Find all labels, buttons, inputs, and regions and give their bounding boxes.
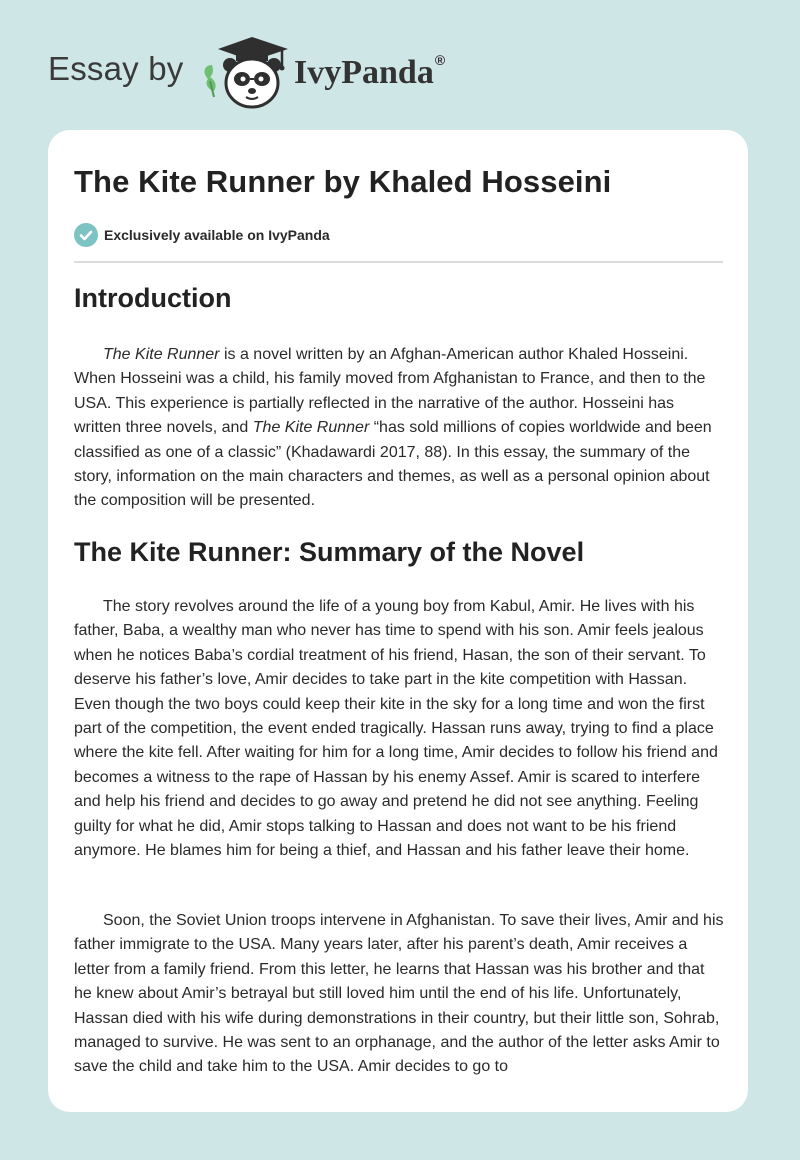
registered-mark: ® — [434, 52, 446, 68]
paragraph-summary-1: The story revolves around the life of a young boy from Kabul, Amir. He lives with his father, Baba, a wealthy man who never has time to spend with his son. Amir feels jealous when he notices Baba’s cordial treatment of his friend, Hasan, the son of their servant. To deserve his father’s love, Amir decides to take part in the kite competition with Hassan. Even though the two boys could keep their kite in the sky for a long time and won the first part of the competition, the event ended tragically. Hassan runs away, trying to find a place where the kite fell. After waiting for him for a long time, Amir decides to follow his friend and becomes a witness to the rape of Hassan by his enemy Assef. Amir is scared to interfere and help his friend and decides to go away and pretend he did not see anything. Feeling guilty for what he did, Amir stops talking to Hassan and does not want to be his friend anymore. He blames him for being a thief, and Hassan and his father leave their home. — [74, 598, 718, 860]
paragraph-introduction: The Kite Runner is a novel written by an Afghan-American author Khaled Hosseini. When Hosseini was a child, his family moved from Afghanistan to France, and then to the USA. This experience is partially reflected in the narrative of the author. Hosseini has written three novels, and The Kite Runner “has sold millions of copies worldwide and been classified as one of a classic” (Khadawardi 2017, 88). In this essay, the summary of the story, information on the main characters and themes, as well as a personal opinion about the composition will be presented. — [74, 346, 712, 510]
ivy-leaf-icon — [205, 65, 216, 97]
section-heading-introduction: Introduction — [74, 283, 232, 313]
page-title: The Kite Runner by Khaled Hosseini — [74, 164, 612, 199]
exclusive-badge — [74, 222, 330, 248]
exclusive-badge-text: Exclusively available on IvyPanda — [104, 227, 330, 243]
site-header — [0, 0, 800, 130]
check-circle-icon — [74, 223, 98, 247]
ivypanda-logo-icon[interactable] — [200, 35, 296, 111]
essay-by-label: Essay by — [48, 50, 184, 87]
brand-name[interactable]: IvyPanda® — [294, 52, 446, 91]
essay-card — [48, 130, 748, 1112]
section-heading-summary: The Kite Runner: Summary of the Novel — [74, 537, 585, 567]
divider — [74, 261, 723, 263]
paragraph-summary-2: Soon, the Soviet Union troops intervene in Afghanistan. To save their lives, Amir and his father immigrate to the USA. Many years later, after his parent’s death, Amir receives a letter from a family friend. From this letter, he learns that Hassan was his brother and that he knew about Amir’s betrayal but still loved him until the end of his life. Unfortunately, Hassan died with his wife during demonstrations in their country, but their little son, Sohrab, managed to survive. He was sent to an orphanage, and the author of the letter asks Amir to save the child and take him to the USA. Amir decides to go to — [74, 912, 724, 1076]
